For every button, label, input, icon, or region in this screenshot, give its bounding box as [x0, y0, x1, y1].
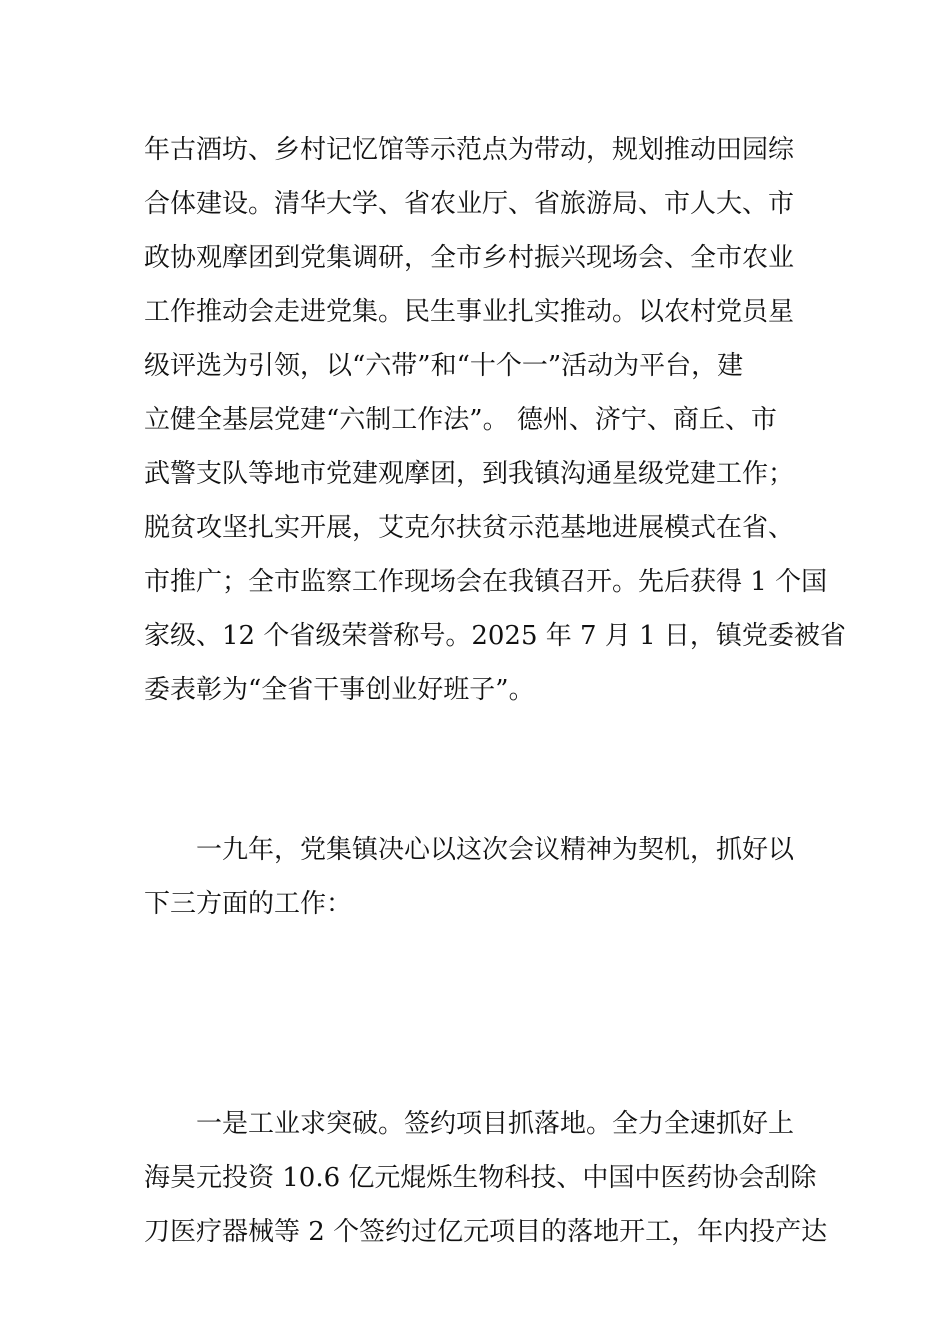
text-line: 一九年，党集镇决心以这次会议精神为契机，抓好以 — [144, 835, 795, 865]
paragraph-plan-intro — [144, 823, 814, 931]
text-line: 脱贫攻坚扎实开展，艾克尔扶贫示范基地进展模式在省、 — [144, 513, 795, 543]
text-line: 武警支队等地市党建观摩团，到我镇沟通星级党建工作； — [144, 459, 795, 489]
text-line: 工作推动会走进党集。民生事业扎实推动。以农村党员星 — [144, 297, 795, 327]
text-line: 合体建设。清华大学、省农业厅、省旅游局、市人大、市 — [144, 189, 795, 219]
text-line: 立健全基层党建“六制工作法”。 德州、济宁、商丘、市 — [144, 405, 777, 435]
text-line: 下三方面的工作： — [144, 889, 353, 919]
text-line: 政协观摩团到党集调研，全市乡村振兴现场会、全市农业 — [144, 243, 795, 273]
text-line: 市推广；全市监察工作现场会在我镇召开。先后获得 1 个国 — [144, 567, 828, 597]
text-line: 级评选为引领，以“六带”和“十个一”活动为平台，建 — [144, 351, 744, 381]
text-line: 年古酒坊、乡村记忆馆等示范点为带动，规划推动田园综 — [144, 135, 795, 165]
text-line: 家级、12 个省级荣誉称号。2025 年 7 月 1 日，镇党委被省 — [144, 621, 846, 651]
text-line: 委表彰为“全省干事创业好班子”。 — [144, 675, 535, 705]
text-line: 一是工业求突破。签约项目抓落地。全力全速抓好上 — [144, 1109, 795, 1139]
paragraph-achievements — [144, 123, 846, 717]
text-line: 刀医疗器械等 2 个签约过亿元项目的落地开工，年内投产达 — [144, 1217, 828, 1247]
text-line: 海昊元投资 10.6 亿元焜烁生物科技、中国中医药协会刮除 — [144, 1163, 817, 1193]
paragraph-industry — [144, 1097, 828, 1259]
